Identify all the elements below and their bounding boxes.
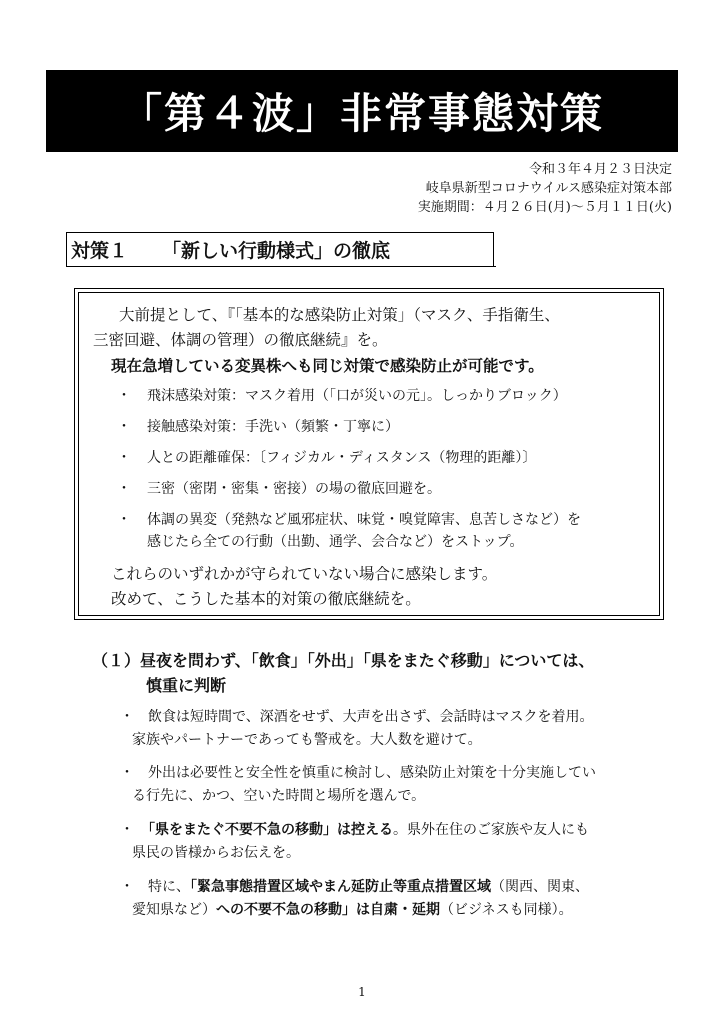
page-number: 1 [358, 985, 366, 999]
bullet-icon: ・ [117, 388, 131, 404]
section-underline [66, 266, 496, 267]
bullet-icon: ・ [117, 481, 131, 497]
closing-line: 改めて、こうした基本的対策の徹底継続を。 [111, 590, 421, 608]
title-banner [46, 70, 678, 152]
premise-box-inner [78, 292, 660, 616]
page-title: 「第４波」非常事態対策 [119, 89, 604, 138]
section-heading [66, 232, 494, 266]
premise-text [93, 303, 649, 353]
list-item: ・ 人との距離確保：〔フィジカル・ディスタンス（物理的距離）〕 [93, 447, 649, 469]
decision-date: 令和３年４月２３日決定 [528, 162, 672, 177]
section-title: 「新しい行動様式」の徹底 [162, 240, 391, 262]
subsection-heading [92, 648, 692, 698]
list-item: ・ 接触感染対策：手洗い（頻繁・丁寧に） [93, 416, 649, 438]
variant-emphasis: 現在急増している変異株へも同じ対策で感染防止が可能です。 [111, 357, 544, 375]
document-meta [418, 160, 672, 217]
measures-list [93, 385, 649, 553]
premise-line: 大前提として、『「基本的な感染防止対策」（マスク、手指衛生、 [119, 306, 560, 324]
section-number: 対策１ [71, 240, 129, 262]
implementation-period: 実施期間：４月２６日(月)～５月１１日(火) [417, 200, 672, 215]
bullet-icon: ・ [117, 512, 131, 528]
authority: 岐阜県新型コロナウイルス感染症対策本部 [425, 181, 672, 196]
premise-line: 三密回避、体調の管理）の徹底継続』を。 [93, 331, 388, 349]
paragraph-dining: ・ 飲食は短時間で、深酒をせず、大声を出さず、会話時はマスクを着用。 家族やパートナーであっても警戒を。大人数を避けて。 [120, 709, 594, 748]
paragraph-outing: ・ 外出は必要性と安全性を慎重に検討し、感染防止対策を十分実施してい る行先に、かつ、空いた時間と場所を選んで。 [120, 765, 596, 804]
subsection-line: （１）昼夜を問わず、「飲食」「外出」「県をまたぐ移動」については、 [92, 651, 595, 670]
bullet-icon: ・ [117, 450, 131, 466]
list-item: ・ 体調の異変（発熱など風邪症状、味覚・嗅覚障害、息苦しさなど）を 感じたら全ての行動（出勤、通学、会合など）をストップ。 [93, 509, 649, 553]
closing-text [93, 562, 649, 612]
list-item: ・ 三密（密閉・密集・密接）の場の徹底回避を。 [93, 478, 649, 500]
premise-box [74, 288, 664, 620]
list-item: ・ 飛沫感染対策：マスク着用（「口が災いの元」。しっかりブロック） [93, 385, 649, 407]
paragraph-emergency-areas: ・ 特に、「緊急事態措置区域やまん延防止等重点措置区域（関西、関東、 愛知県など）への不要不急の移動」は自粛・延期（ビジネスも同様）。 [120, 879, 589, 918]
closing-line: これらのいずれかが守られていない場合に感染します。 [111, 565, 498, 583]
subsection-line: 慎重に判断 [146, 676, 227, 695]
bullet-icon: ・ [117, 419, 131, 435]
paragraph-travel: ・ 「県をまたぐ不要不急の移動」は控える。県外在住のご家族や友人にも 県民の皆様からお伝えを。 [120, 822, 589, 861]
